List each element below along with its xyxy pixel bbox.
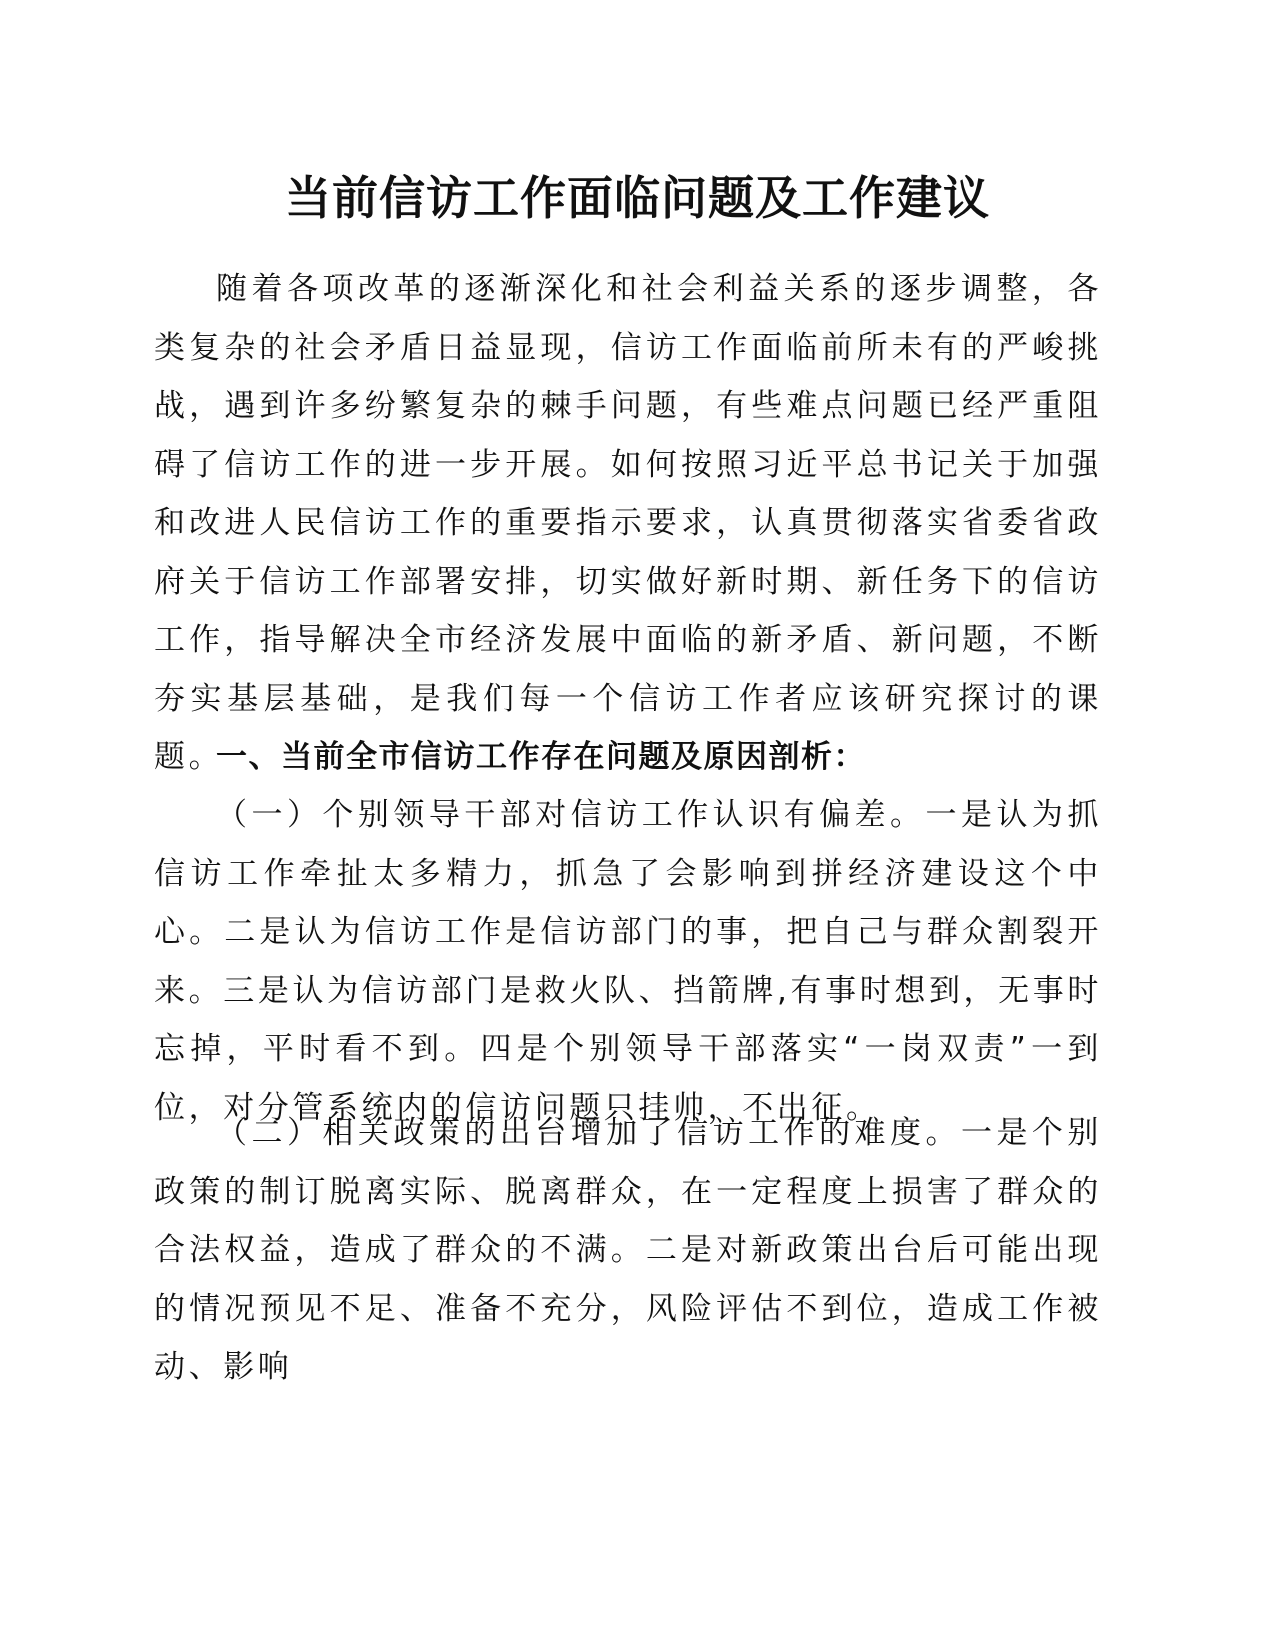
subsection-one-paragraph: （一）个别领导干部对信访工作认识有偏差。一是认为抓信访工作牵扯太多精力，抓急了会影响到拼经济建设这个中心。二是认为信访工作是信访部门的事，把自己与群众割裂开来。三是认为信访部门是救火队、挡箭牌,有事时想到，无事时忘掉，平时看不到。四是个别领导干部落实“一岗双责”一到位，对分管系统内的信访问题只挂帅，不出征。 xyxy=(154,797,1102,1126)
intro-paragraph: 随着各项改革的逐渐深化和社会利益关系的逐步调整，各类复杂的社会矛盾日益显现，信访工作面临前所未有的严峻挑战，遇到许多纷繁复杂的棘手问题，有些难点问题已经严重阻碍了信访工作的进一步开展。如何按照习近平总书记关于加强和改进人民信访工作的重要指示要求，认真贯彻落实省委省政府关于信访工作部署安排，切实做好新时期、新任务下的信访工作，指导解决全市经济发展中面临的新矛盾、新问题，不断夯实基层基础，是我们每一个信访工作者应该研究探讨的课题。 xyxy=(154,271,1102,775)
intro-block xyxy=(154,260,1102,787)
subsection-two-paragraph: （二）相关政策的出台增加了信访工作的难度。一是个别政策的制订脱离实际、脱离群众，在一定程度上损害了群众的合法权益，造成了群众的不满。二是对新政策出台后可能出现的情况预见不足、准备不充分，风险评估不到位，造成工作被动、影响 xyxy=(154,1115,1102,1385)
subsection-two-block xyxy=(154,1104,1102,1397)
section-heading: 一、当前全市信访工作存在问题及原因剖析： xyxy=(216,739,866,775)
section-heading-block xyxy=(154,728,1102,787)
document-title: 当前信访工作面临问题及工作建议 xyxy=(285,171,990,225)
subsection-one-block xyxy=(154,786,1102,1137)
